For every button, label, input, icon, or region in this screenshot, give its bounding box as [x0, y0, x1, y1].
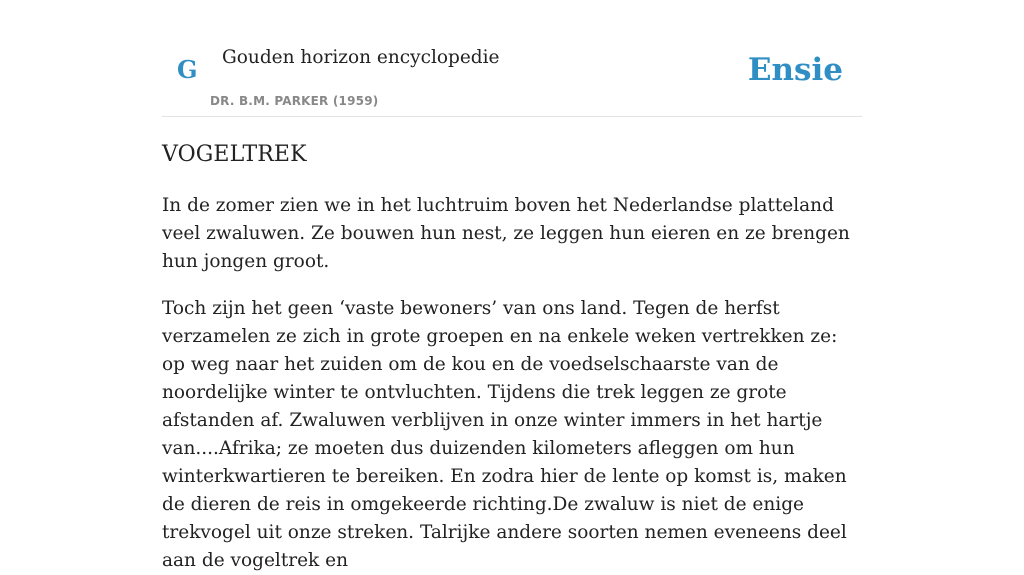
entry-paragraph: Toch zijn het geen ‘vaste bewoners’ van ons land. Tegen de herfst verzamelen ze zich in grote groepen en na enkele weken vertrekken ze: op weg naar het zuiden om de kou en de voedselschaarste van de noordelijke winter te ontvluchten. Tijdens die trek leggen ze grote afstanden af. Zwaluwen verblijven in onze winter immers in het hartje van....Afrika; ze moeten dus duizenden kilometers afleggen om hun winterkwartieren te bereiken. En zodra hier de lente op komst is, maken de dieren de reis in omgekeerde richting.De zwaluw is niet de enige trekvogel uit onze streken. Talrijke andere soorten nemen eveneens deel aan de vogeltrek en — [162, 298, 847, 571]
source-logo[interactable]: G — [177, 55, 198, 84]
entry-title: VOGELTREK — [162, 142, 307, 167]
entry-content — [162, 138, 862, 575]
source-author: DR. B.M. PARKER (1959) — [210, 94, 379, 108]
source-header — [162, 0, 862, 117]
brand-logo-link[interactable]: Ensie — [747, 52, 843, 88]
entry-paragraph: In de zomer zien we in het luchtruim boven het Nederlandse platteland veel zwaluwen. Ze bouwen hun nest, ze leggen hun eieren en ze brengen hun jongen groot. — [162, 195, 850, 272]
source-title-link[interactable]: Gouden horizon encyclopedie — [222, 47, 500, 68]
